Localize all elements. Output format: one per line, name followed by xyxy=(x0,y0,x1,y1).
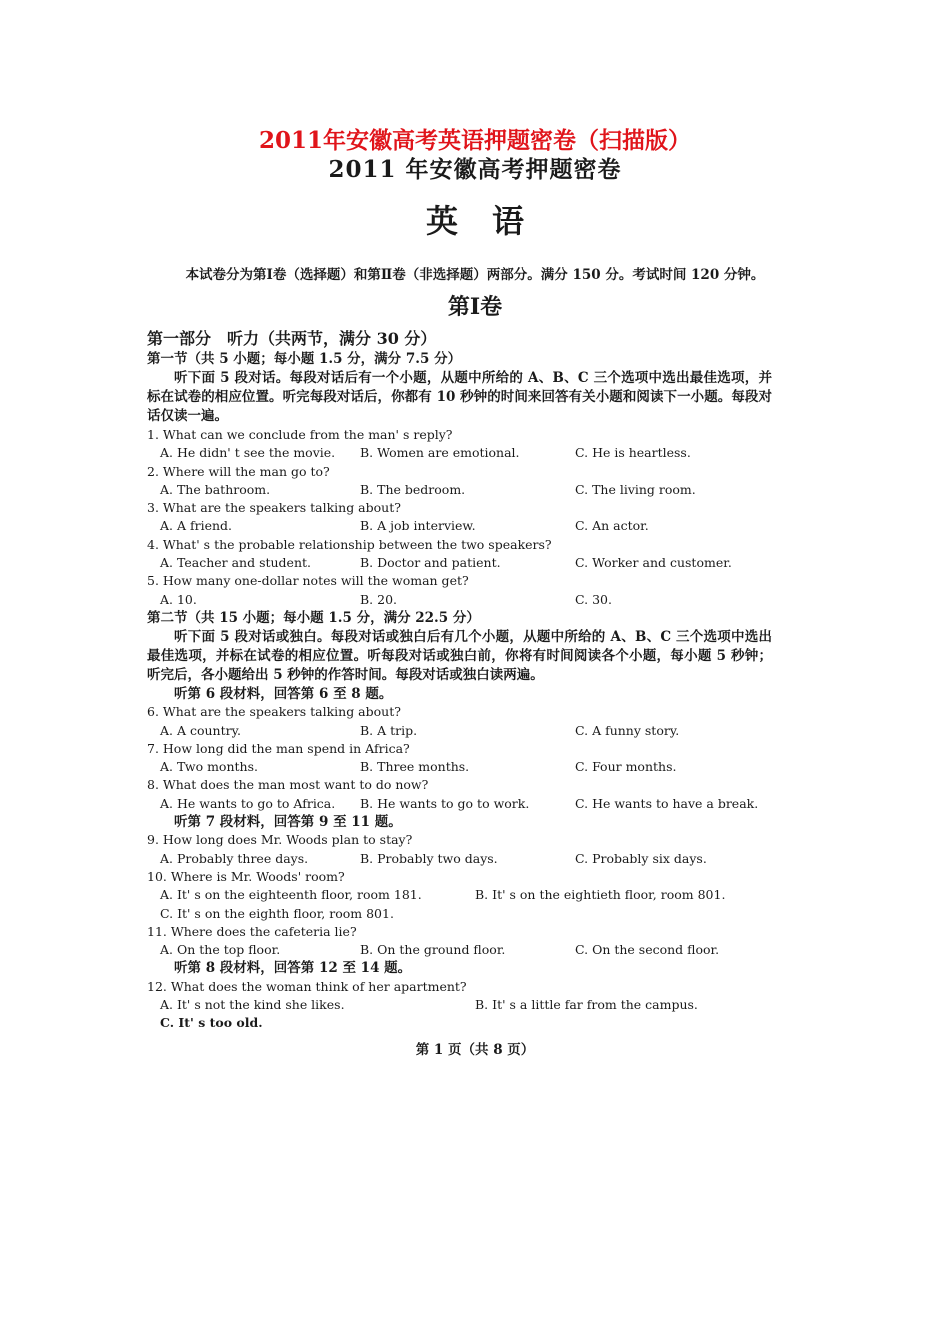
option-a: A. The bathroom. xyxy=(160,481,271,497)
option-b: B. A job interview. xyxy=(360,518,476,534)
exam-title: 2011 年安徽高考押题密卷 xyxy=(328,156,622,183)
option-a: A. On the top floor. xyxy=(160,942,281,958)
material-note: 听第 7 段材料，回答第 9 至 11 题。 xyxy=(174,814,402,831)
option-b: B. 20. xyxy=(360,591,398,607)
section-instruction: 听下面 5 段对话。每段对话后有一个小题，从题中所给的 A、B、C 三个选项中选出最佳选项，并标在试卷的相应位置。听完每段对话后，你都有 10 秒钟的时间来回答有关小题和阅读下一小题。每段对话仅读一遍。 xyxy=(147,370,772,424)
options-row xyxy=(147,444,772,462)
options-row xyxy=(147,758,772,776)
part-heading: 第一部分 听力（共两节，满分 30 分） xyxy=(147,329,437,348)
question: 3. What are the speakers talking about? xyxy=(147,500,401,516)
options-row xyxy=(147,591,772,609)
page-number: 第 1 页（共 8 页） xyxy=(415,1042,535,1058)
material-note: 听第 6 段材料，回答第 6 至 8 题。 xyxy=(174,685,393,702)
option-a: A. It' s on the eighteenth floor, room 181. xyxy=(160,887,422,903)
subject-heading: 英语 xyxy=(425,202,558,240)
option-b: B. Women are emotional. xyxy=(360,445,520,461)
option-b: B. He wants to go to work. xyxy=(360,795,530,811)
material-note: 听第 8 段材料，回答第 12 至 14 题。 xyxy=(174,960,412,977)
options-row xyxy=(147,722,772,740)
option-a: A. It' s not the kind she likes. xyxy=(160,997,345,1013)
option-b: B. It' s a little far from the campus. xyxy=(475,997,698,1013)
option-c: C. Four months. xyxy=(575,759,677,775)
option-c: C. On the second floor. xyxy=(575,942,720,958)
exam-intro: 本试卷分为第Ⅰ卷（选择题）和第Ⅱ卷（非选择题）两部分。满分 150 分。考试时间 120 分钟。 xyxy=(185,267,765,283)
question: 12. What does the woman think of her apartment? xyxy=(147,978,467,994)
options-row xyxy=(147,1014,772,1032)
question: 11. Where does the cafeteria lie? xyxy=(147,923,357,939)
option-a: A. Teacher and student. xyxy=(160,555,312,571)
options-row xyxy=(147,795,772,813)
option-a: A. 10. xyxy=(160,591,197,607)
option-c: C. 30. xyxy=(575,591,612,607)
document-title: 2011年安徽高考英语押题密卷（扫描版） xyxy=(258,127,691,154)
option-a: A. A country. xyxy=(160,722,241,738)
options-row xyxy=(147,996,772,1014)
option-a: A. A friend. xyxy=(160,518,232,534)
option-b: B. The bedroom. xyxy=(360,481,466,497)
option-c: C. The living room. xyxy=(575,481,696,497)
section-heading: 第一节（共 5 小题；每小题 1.5 分，满分 7.5 分） xyxy=(147,351,462,367)
option-b: B. Probably two days. xyxy=(360,850,498,866)
question: 1. What can we conclude from the man' s reply? xyxy=(147,427,453,442)
option-c: C. A funny story. xyxy=(575,722,680,738)
option-c: C. He is heartless. xyxy=(575,445,691,461)
option-b: B. On the ground floor. xyxy=(360,942,506,958)
option-a: A. Two months. xyxy=(160,759,258,775)
options-row xyxy=(147,481,772,499)
option-b: B. It' s on the eightieth floor, room 801. xyxy=(475,887,726,903)
options-row xyxy=(147,941,772,959)
question: 7. How long did the man spend in Africa? xyxy=(147,740,410,756)
options-row xyxy=(147,554,772,572)
question: 6. What are the speakers talking about? xyxy=(147,704,401,720)
section-instruction: 听下面 5 段对话或独白。每段对话或独白后有几个小题，从题中所给的 A、B、C 三个选项中选出最佳选项，并标在试卷的相应位置。听每段对话或独白前，你将有时间阅读各个小题，每小题 5 秒钟；听完后，各小题给出 5 秒钟的作答时间。每段对话或独白读两遍。 xyxy=(147,628,772,683)
option-c: C. He wants to have a break. xyxy=(575,795,759,811)
question: 2. Where will the man go to? xyxy=(147,463,330,479)
option-c: C. Worker and customer. xyxy=(575,555,732,571)
option-c: C. Probably six days. xyxy=(575,850,707,866)
question: 10. Where is Mr. Woods' room? xyxy=(147,868,345,884)
option-a: A. He wants to go to Africa. xyxy=(160,795,336,811)
option-a: A. Probably three days. xyxy=(160,850,309,866)
question: 8. What does the man most want to do now? xyxy=(147,777,429,793)
option-b: B. Three months. xyxy=(360,759,470,775)
options-row xyxy=(147,905,772,923)
section-heading: 第二节（共 15 小题；每小题 1.5 分，满分 22.5 分） xyxy=(147,609,480,626)
option-a: A. He didn' t see the movie. xyxy=(160,445,336,461)
question: 5. How many one-dollar notes will the woman get? xyxy=(147,573,469,589)
options-row xyxy=(147,517,772,535)
volume-heading: 第Ⅰ卷 xyxy=(447,294,503,320)
options-row xyxy=(147,886,772,904)
question: 4. What' s the probable relationship between the two speakers? xyxy=(147,536,552,552)
option-b: B. A trip. xyxy=(360,722,418,738)
option-b: B. Doctor and patient. xyxy=(360,555,501,571)
option-c: C. It' s on the eighth floor, room 801. xyxy=(160,905,394,921)
options-row xyxy=(147,850,772,868)
exam-content xyxy=(147,328,772,1033)
question: 9. How long does Mr. Woods plan to stay? xyxy=(147,832,413,848)
option-c: C. It' s too old. xyxy=(160,1015,263,1031)
option-c: C. An actor. xyxy=(575,518,649,534)
